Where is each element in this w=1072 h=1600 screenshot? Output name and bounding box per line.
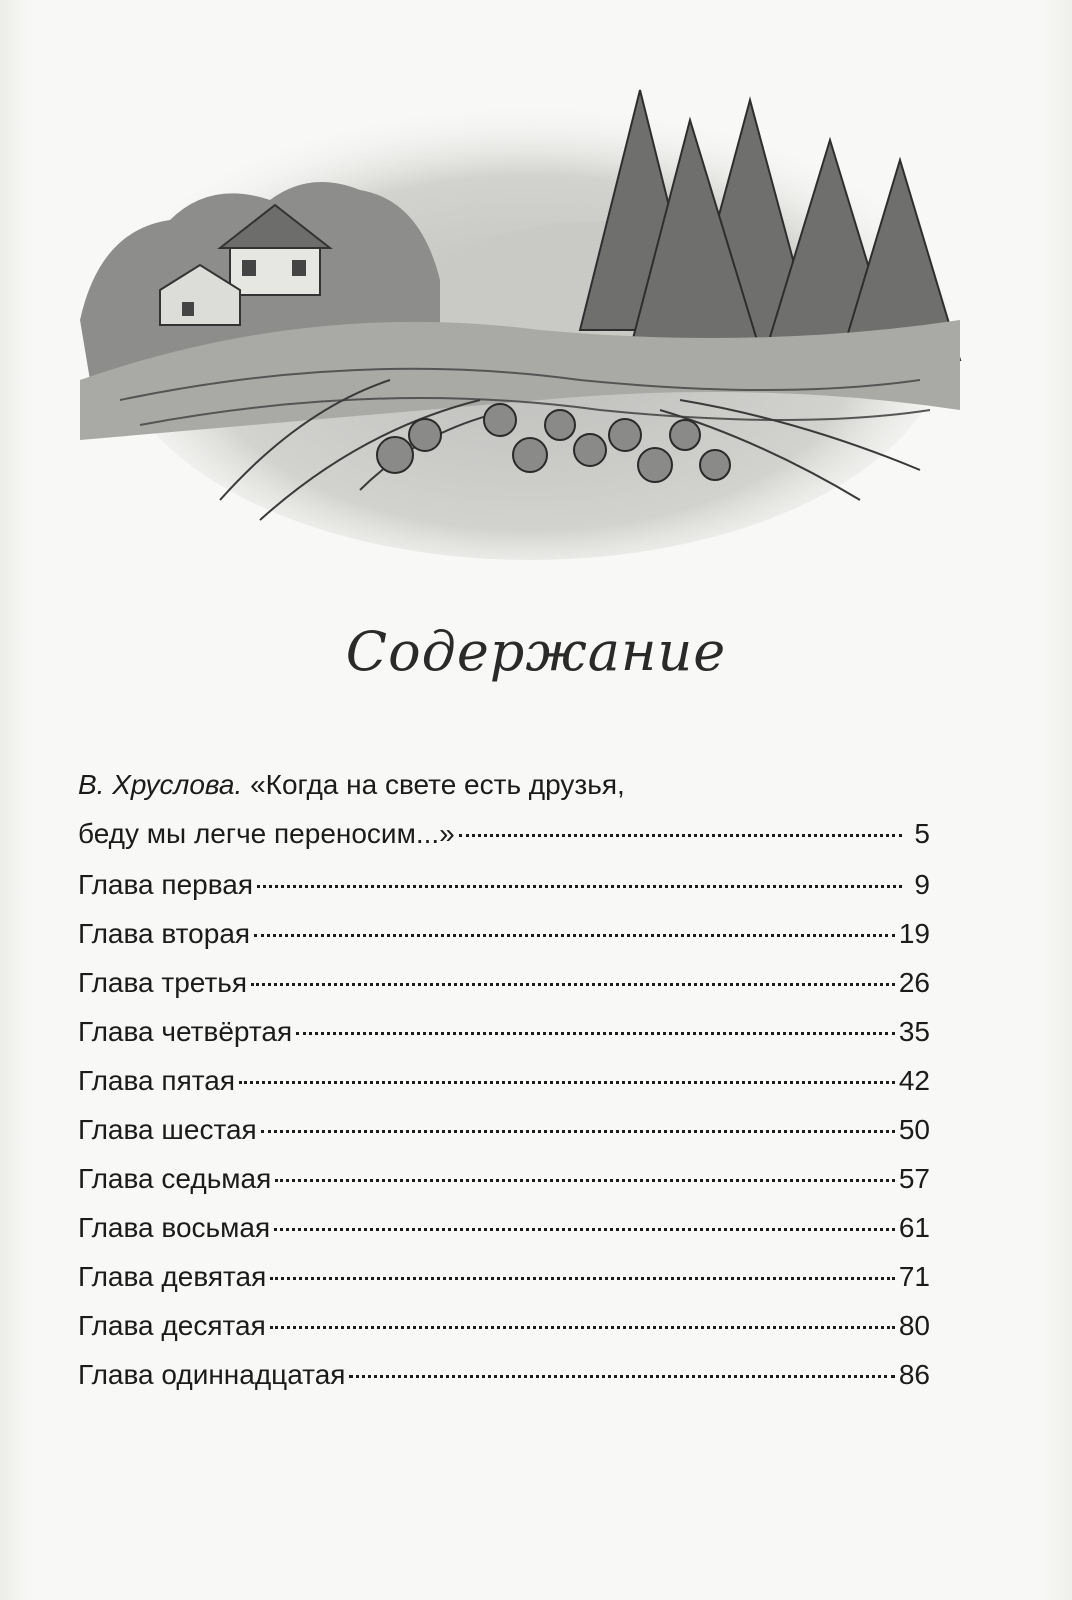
toc-intro-author: В. Хруслова. — [78, 769, 243, 800]
toc-entry-label: Глава третья — [78, 967, 248, 998]
toc-page-number: 57 — [898, 1163, 930, 1194]
toc-page-number: 26 — [898, 967, 930, 998]
toc-entry — [78, 909, 930, 958]
toc-leader-dots — [349, 1355, 894, 1378]
toc-entry-label: Глава девятая — [78, 1261, 267, 1292]
toc-entry-label: Глава четвёртая — [78, 1016, 293, 1047]
toc-page-number: 71 — [898, 1261, 930, 1292]
toc-intro-title-line1: «Когда на свете есть друзья, — [250, 769, 625, 800]
toc-entry — [78, 1301, 930, 1350]
toc-page-number: 5 — [914, 818, 930, 849]
toc-entry-label: Глава вторая — [78, 918, 251, 949]
toc-entry-label: Глава пятая — [78, 1065, 235, 1096]
toc-page-number: 61 — [898, 1212, 930, 1243]
toc-leader-dots — [270, 1306, 895, 1329]
toc-intro-title-line2: беду мы легче переносим...» — [78, 818, 455, 849]
toc-entry-label: Глава седьмая — [78, 1163, 272, 1194]
toc-leader-dots — [257, 865, 902, 888]
toc-entry — [78, 1203, 930, 1252]
toc-entry-label: Глава шестая — [78, 1114, 257, 1145]
page-title: Содержание — [345, 620, 727, 683]
toc-leader-dots — [275, 1159, 895, 1182]
toc-page-number: 80 — [898, 1310, 930, 1341]
toc-entry — [78, 1105, 930, 1154]
toc-entry-label: Глава первая — [78, 869, 254, 900]
toc-page-number: 42 — [898, 1065, 930, 1096]
toc-page-number: 86 — [898, 1359, 930, 1390]
toc-leader-dots — [261, 1110, 895, 1133]
toc-page-number: 19 — [898, 918, 930, 949]
toc-leader-dots — [459, 814, 902, 837]
toc-entry-label: Глава восьмая — [78, 1212, 271, 1243]
toc-leader-dots — [296, 1012, 895, 1035]
toc-intro-line1 — [78, 760, 930, 809]
toc-page-number: 50 — [898, 1114, 930, 1145]
toc-page-number: 9 — [914, 869, 930, 900]
toc-leader-dots — [270, 1257, 895, 1280]
toc-entry — [78, 1007, 930, 1056]
landscape-illustration — [60, 80, 980, 560]
toc-entry-label: Глава десятая — [78, 1310, 266, 1341]
toc-entry — [78, 1154, 930, 1203]
toc-leader-dots — [274, 1208, 895, 1231]
toc-leader-dots — [251, 963, 895, 986]
toc-entry — [78, 1056, 930, 1105]
toc-leader-dots — [239, 1061, 895, 1084]
toc-entry — [78, 958, 930, 1007]
toc-entry — [78, 860, 930, 909]
toc-intro-entry — [78, 809, 930, 858]
toc-leader-dots — [254, 914, 895, 937]
toc-entry — [78, 1252, 930, 1301]
table-of-contents — [78, 760, 930, 1399]
toc-entry-label: Глава одиннадцатая — [78, 1359, 346, 1390]
toc-page-number: 35 — [898, 1016, 930, 1047]
toc-entry — [78, 1350, 930, 1399]
